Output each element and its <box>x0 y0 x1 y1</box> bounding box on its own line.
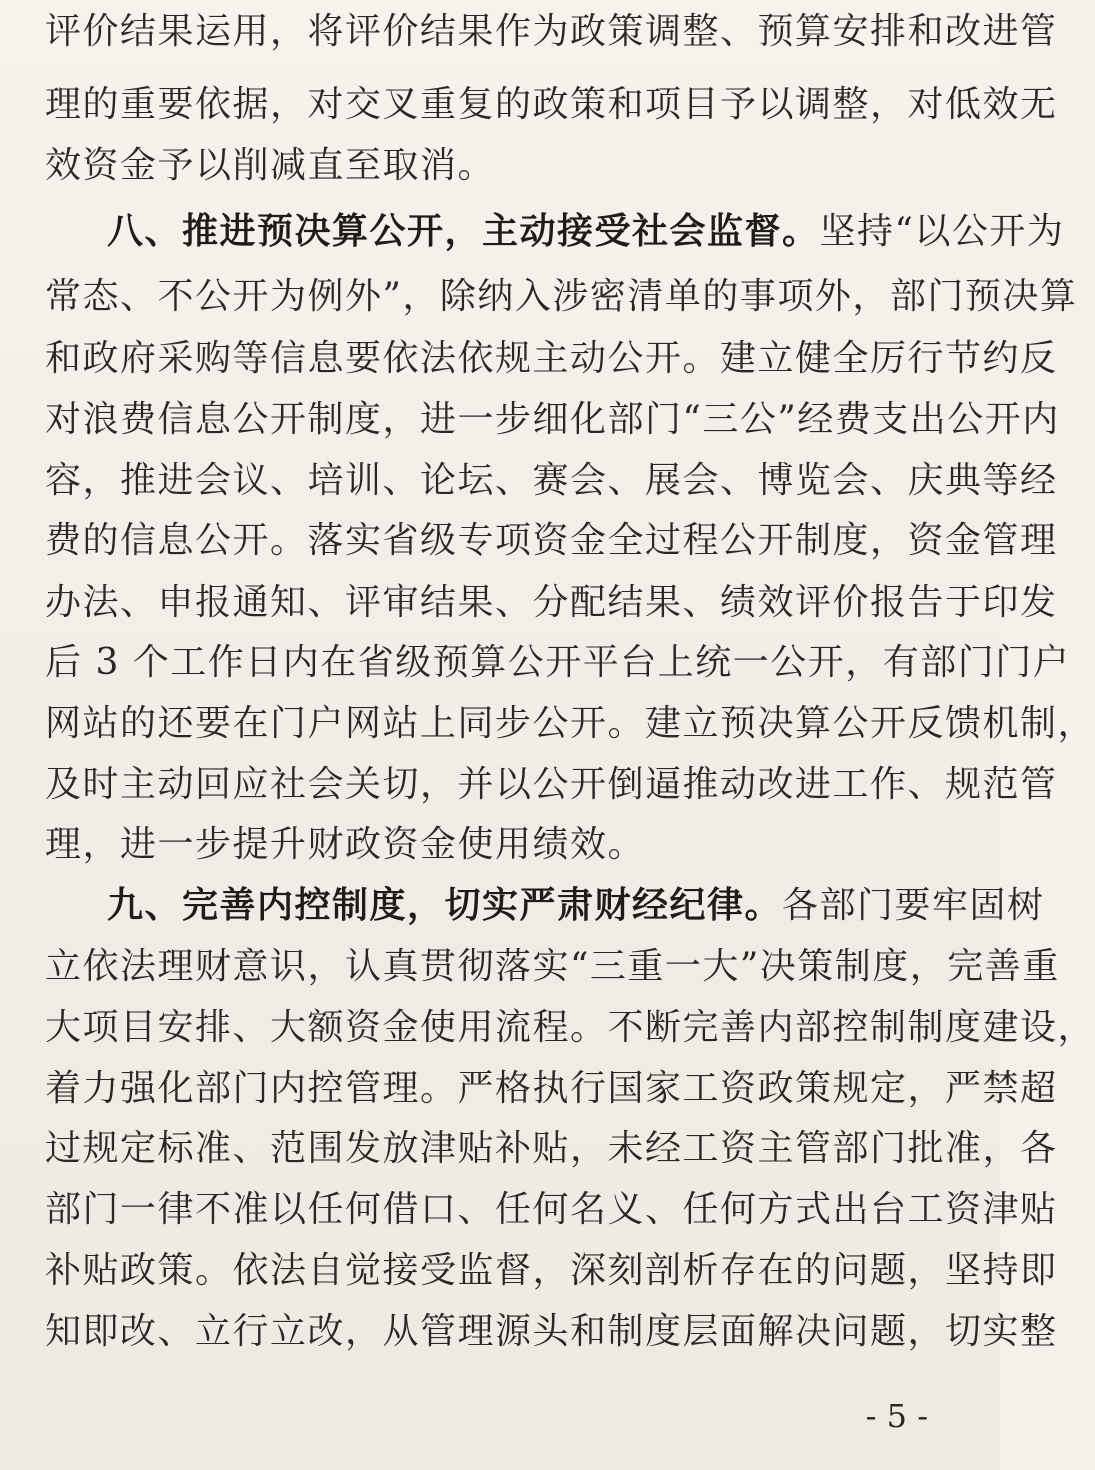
text-line: 评价结果运用，将评价结果作为政策调整、预算安排和改进管 <box>45 11 1058 52</box>
text-line: 效资金予以削减直至取消。 <box>45 145 496 186</box>
text-line: 常态、不公开为例外”，除纳入涉密清单的事项外，部门预决算 <box>45 276 1078 317</box>
section-9-first-line-rest: 各部门要牢固树 <box>782 885 1045 926</box>
text-line: 补贴政策。依法自觉接受监督，深刻剖析存在的问题，坚持即 <box>45 1250 1058 1291</box>
page-number: - 5 - <box>865 1397 928 1435</box>
text-line: 费的信息公开。落实省级专项资金全过程公开制度，资金管理 <box>45 520 1058 561</box>
section-8-first-line-rest: 坚持“以公开为 <box>819 211 1065 252</box>
text-line: 后 3 个工作日内在省级预算公开平台上统一公开，有部门门户 <box>45 642 1071 683</box>
section-8-first-line <box>45 211 1065 252</box>
text-line: 知即改、立行立改，从管理源头和制度层面解决问题，切实整 <box>45 1311 1058 1352</box>
section-8-heading: 八、推进预决算公开，主动接受社会监督。 <box>107 211 820 252</box>
text-line: 容，推进会议、培训、论坛、赛会、展会、博览会、庆典等经 <box>45 460 1058 501</box>
section-9-heading: 九、完善内控制度，切实严肃财经纪律。 <box>107 885 783 926</box>
text-line: 立依法理财意识，认真贯彻落实“三重一大”决策制度，完善重 <box>45 946 1060 987</box>
text-line: 着力强化部门内控管理。严格执行国家工资政策规定，严禁超 <box>45 1068 1058 1109</box>
text-line: 理的重要依据，对交叉重复的政策和项目予以调整，对低效无 <box>45 84 1058 125</box>
text-line: 及时主动回应社会关切，并以公开倒逼推动改进工作、规范管 <box>45 764 1058 805</box>
text-line: 大项目安排、大额资金使用流程。不断完善内部控制制度建设， <box>45 1007 1095 1048</box>
text-line: 对浪费信息公开制度，进一步细化部门“三公”经费支出公开内 <box>45 399 1060 440</box>
text-line: 办法、申报通知、评审结果、分配结果、绩效评价报告于印发 <box>45 582 1058 623</box>
section-9-first-line <box>45 885 1045 926</box>
text-line: 理，进一步提升财政资金使用绩效。 <box>45 824 646 865</box>
text-line: 部门一律不准以任何借口、任何名义、任何方式出台工资津贴 <box>45 1189 1058 1230</box>
text-line: 过规定标准、范围发放津贴补贴，未经工资主管部门批准，各 <box>45 1128 1058 1169</box>
text-line: 网站的还要在门户网站上同步公开。建立预决算公开反馈机制， <box>45 703 1095 744</box>
text-line: 和政府采购等信息要依法依规主动公开。建立健全厉行节约反 <box>45 338 1058 379</box>
